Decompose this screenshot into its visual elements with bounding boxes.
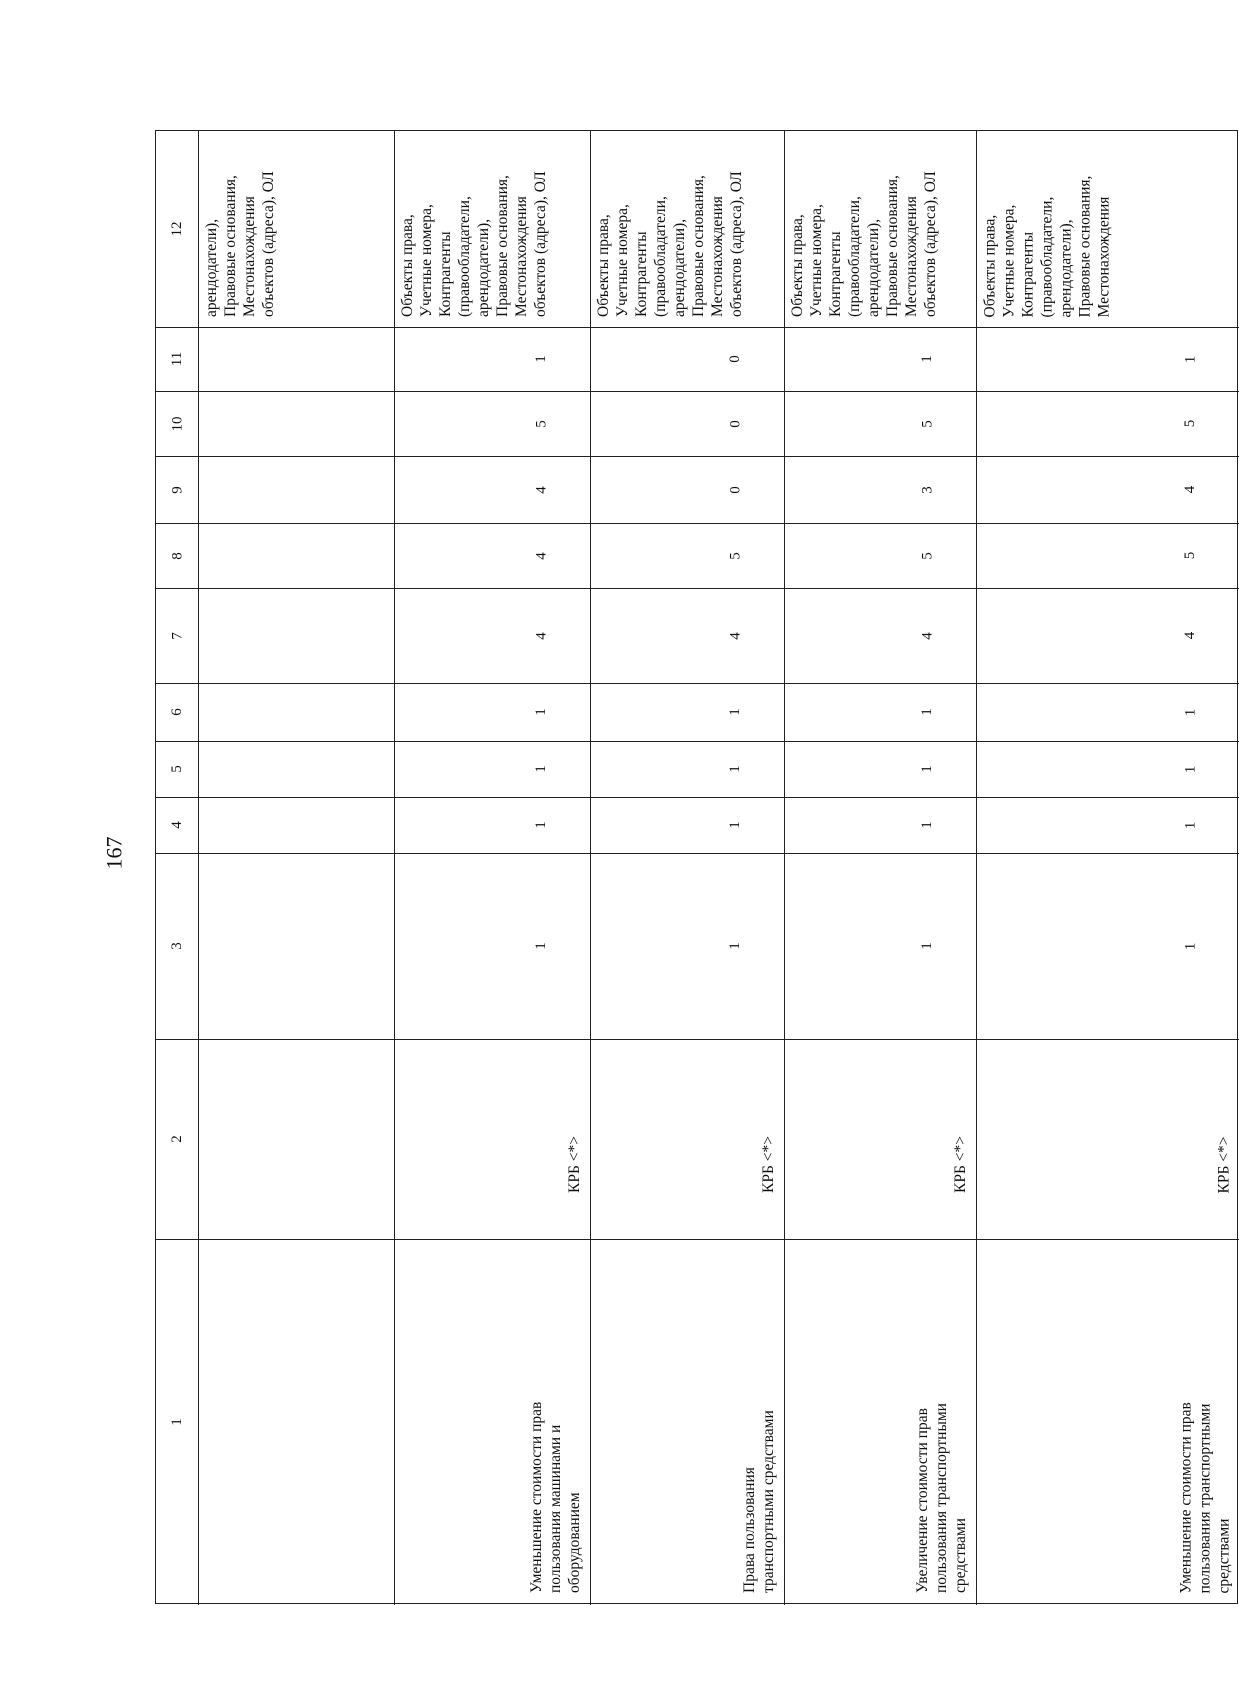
table-row-1-name <box>394 1239 590 1605</box>
table-row-1-col-7 <box>394 588 590 683</box>
table-row-4-col-4 <box>976 797 1239 853</box>
table-row-2-source-text: КРБ <*> <box>760 1136 777 1193</box>
table-row-2-name <box>590 1239 784 1605</box>
header-cell-9 <box>156 456 198 523</box>
table-row-3-col-6 <box>784 683 976 741</box>
header-cell-8 <box>156 523 198 588</box>
table-row-1-col-6 <box>394 683 590 741</box>
table-row-4-name-text: Уменьшение стоимости прав пользования транспортными средствами <box>1177 1401 1232 1593</box>
header-cell-1-text: 1 <box>168 1418 185 1426</box>
table-row-4-col-11-text: 1 <box>1182 355 1198 363</box>
table-row-2-col-10-text: 0 <box>727 419 743 428</box>
table-row-4-name <box>976 1239 1239 1605</box>
table-row-2-col-3 <box>590 853 784 1039</box>
header-cell-9-text: 9 <box>168 485 185 494</box>
table-row-4-col-5-text: 1 <box>1182 765 1198 773</box>
table-row-3-col-11 <box>784 327 976 391</box>
table-row-1-col-3-text: 1 <box>533 942 549 950</box>
table-row-1-col-6-text: 1 <box>533 708 549 716</box>
table-row-3-col-9 <box>784 456 976 523</box>
table-row-4-col-7-text: 4 <box>1182 631 1198 640</box>
table-row-3-col-10-text: 5 <box>919 419 935 428</box>
continuation-cell-col12 <box>198 131 394 327</box>
table-row-1-col-12-text: Объекты права, Учетные номера, Контрагенты (правообладатели, арендодатели), Правовые основания, Местонахождения объектов (адреса), ОЛ <box>399 171 549 317</box>
header-cell-7-text: 7 <box>168 631 185 640</box>
table-row-2-col-3-text: 1 <box>727 942 743 950</box>
header-cell-8-text: 8 <box>168 551 185 560</box>
table-row-4-source-text: КРБ <*> <box>1215 1136 1232 1193</box>
table-row-4-col-5 <box>976 741 1239 797</box>
table-row-4-col-10-text: 5 <box>1182 419 1198 428</box>
table-row-1-col-9 <box>394 456 590 523</box>
table-row-2-col-6 <box>590 683 784 741</box>
table-row-3-name-text: Увеличение стоимости прав пользования транспортными средствами <box>914 1403 969 1593</box>
table-row-4-col-7 <box>976 588 1239 683</box>
header-cell-12 <box>156 131 198 327</box>
header-cell-3 <box>156 853 198 1039</box>
table-row-2-col-8 <box>590 523 784 588</box>
table-row-2-col-5-text: 1 <box>727 765 743 773</box>
table-row-1-col-5 <box>394 741 590 797</box>
header-cell-10-text: 10 <box>168 416 185 431</box>
header-cell-1 <box>156 1239 198 1605</box>
table-row-3-source <box>784 1039 976 1239</box>
table-row-2-col-4-text: 1 <box>727 821 743 829</box>
table-row-4-col-3-text: 1 <box>1182 942 1198 950</box>
table-row-2-col-6-text: 1 <box>727 708 743 716</box>
table-row-1-name-text: Уменьшение стоимости прав пользования машинами и оборудованием <box>528 1401 583 1593</box>
table-row-4-col-6 <box>976 683 1239 741</box>
table-row-1-col-8-text: 4 <box>533 551 549 560</box>
page-number-text: 167 <box>101 836 126 870</box>
table-row-2-col-12 <box>590 131 784 327</box>
table-row-1-col-5-text: 1 <box>533 765 549 773</box>
table-row-3-col-8 <box>784 523 976 588</box>
table-row-1-col-7-text: 4 <box>533 631 549 640</box>
table-row-2-source <box>590 1039 784 1239</box>
table-row-1-col-4 <box>394 797 590 853</box>
table-row-3-col-7-text: 4 <box>919 631 935 640</box>
table-row-3-col-9-text: 3 <box>919 485 935 494</box>
table-row-3-col-11-text: 1 <box>919 355 935 363</box>
table-row-1-col-10-text: 5 <box>533 419 549 428</box>
table-row-3-col-6-text: 1 <box>919 708 935 716</box>
table-row-4-col-8-text: 5 <box>1182 551 1198 560</box>
table-row-1-col-11-text: 1 <box>533 355 549 363</box>
table-row-3-col-12-text: Объекты права, Учетные номера, Контрагенты (правообладатели, арендодатели), Правовые основания, Местонахождения объектов (адреса), ОЛ <box>789 171 939 317</box>
table-row-4-col-9 <box>976 456 1239 523</box>
table-row-4-col-10 <box>976 391 1239 456</box>
table-row-2-col-10 <box>590 391 784 456</box>
rotated-data-table <box>155 130 1238 1604</box>
table-row-2-col-8-text: 5 <box>727 551 743 560</box>
table-row-2-col-11-text: 0 <box>727 355 743 363</box>
table-row-1-col-4-text: 1 <box>533 821 549 829</box>
header-cell-11-text: 11 <box>168 351 185 367</box>
table-row-2-col-5 <box>590 741 784 797</box>
table-row-1-col-8 <box>394 523 590 588</box>
header-cell-4-text: 4 <box>168 821 185 829</box>
table-row-3-col-4 <box>784 797 976 853</box>
table-row-1-col-12 <box>394 131 590 327</box>
table-row-2-col-4 <box>590 797 784 853</box>
table-row-2-col-12-text: Объекты права, Учетные номера, Контрагенты (правообладатели, арендодатели), Правовые основания, Местонахождения объектов (адреса), ОЛ <box>595 171 745 317</box>
header-cell-3-text: 3 <box>168 942 185 950</box>
table-row-1-col-9-text: 4 <box>533 485 549 494</box>
table-row-4-col-12 <box>976 131 1239 327</box>
table-row-1-col-11 <box>394 327 590 391</box>
table-row-1-col-10 <box>394 391 590 456</box>
table-row-4-col-12-text: Объекты права, Учетные номера, Контрагенты (правообладатели, арендодатели), Правовые основания, Местонахождения <box>981 175 1112 317</box>
header-cell-12-text: 12 <box>168 221 185 237</box>
table-row-4-source <box>976 1039 1239 1239</box>
table-row-3-col-10 <box>784 391 976 456</box>
header-cell-6-text: 6 <box>168 708 185 716</box>
table-row-1-source <box>394 1039 590 1239</box>
table-row-3-col-7 <box>784 588 976 683</box>
table-row-3-col-12 <box>784 131 976 327</box>
header-cell-7 <box>156 588 198 683</box>
table-row-4-col-9-text: 4 <box>1182 485 1198 494</box>
header-cell-5 <box>156 741 198 797</box>
header-cell-2-text: 2 <box>168 1135 185 1143</box>
header-cell-2 <box>156 1039 198 1239</box>
table-row-4-col-3 <box>976 853 1239 1039</box>
page-number <box>96 828 132 878</box>
table-row-4-col-11 <box>976 327 1239 391</box>
table-row-3-col-4-text: 1 <box>919 821 935 829</box>
table-row-3-col-5-text: 1 <box>919 765 935 773</box>
header-cell-4 <box>156 797 198 853</box>
header-cell-5-text: 5 <box>168 765 185 773</box>
table-row-4-col-6-text: 1 <box>1182 708 1198 716</box>
table-row-2-col-7-text: 4 <box>727 631 743 640</box>
table-row-2-col-9 <box>590 456 784 523</box>
table-row-3-col-8-text: 5 <box>919 551 935 560</box>
table-row-2-col-9-text: 0 <box>727 485 743 494</box>
table-row-3-col-3-text: 1 <box>919 942 935 950</box>
table-row-3-col-5 <box>784 741 976 797</box>
table-row-3-name <box>784 1239 976 1605</box>
table-row-1-col-3 <box>394 853 590 1039</box>
table-row-3-col-3 <box>784 853 976 1039</box>
table-row-1-source-text: КРБ <*> <box>566 1136 583 1193</box>
header-cell-10 <box>156 391 198 456</box>
header-cell-6 <box>156 683 198 741</box>
table-row-3-source-text: КРБ <*> <box>952 1136 969 1193</box>
table-row-2-col-7 <box>590 588 784 683</box>
table-row-divider <box>198 131 199 1605</box>
table-row-2-col-11 <box>590 327 784 391</box>
header-cell-11 <box>156 327 198 391</box>
table-row-4-col-4-text: 1 <box>1182 821 1198 829</box>
table-row-4-col-8 <box>976 523 1239 588</box>
table-row-2-name-text: Права пользования транспортными средствами <box>741 1410 777 1593</box>
continuation-cell-col12-text: арендодатели), Правовые основания, Местонахождения объектов (адреса), ОЛ <box>203 171 277 317</box>
